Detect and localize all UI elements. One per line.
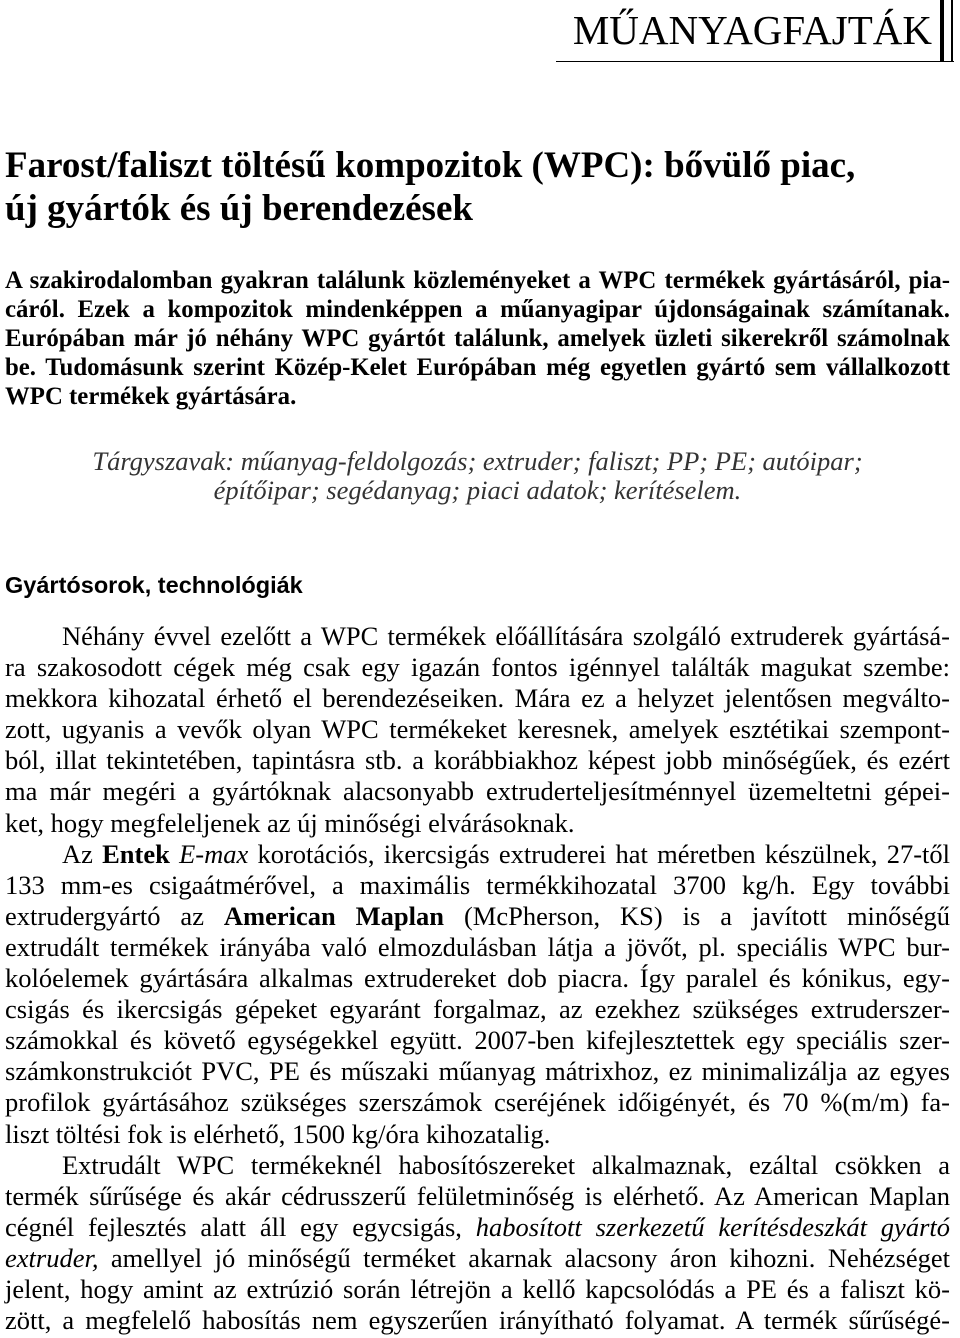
italic-text: extruder, [5,1242,99,1273]
body-text [5,621,950,1336]
body-line: extrudált termékek irányába való elmozdulásban látja a jövőt, pl. speciális WPC bur- [5,931,950,962]
header-bar-thick [940,0,944,62]
paragraph [5,621,950,839]
body-line: liszt töltési fok is elérhető, 1500 kg/óra kihozatalig. [5,1118,551,1149]
abstract-line: Európában már jó néhány WPC gyártót találunk, amelyek üzleti sikerekről számolnak [5,325,950,352]
paragraph [5,1150,950,1337]
abstract-line: be. Tudomásunk szerint Közép-Kelet Európában még egyetlen gyártó sem vállalkozott [5,354,950,381]
bold-text: Entek [102,838,170,869]
article-title [5,144,950,230]
header-rule [556,61,954,62]
text-run: cégnél fejlesztés alatt áll egy egycsigás, [5,1211,476,1242]
body-line [5,1212,950,1243]
body-line: termék sűrűsége és akár cédrusszerű felületminőség is elérhető. Az American Maplan [5,1180,950,1211]
body-line: ma már megéri a gyártóknak alacsonyabb extruderteljesítménnyel üzemeltetni gépei- [5,776,950,807]
body-line: mekkora kihozatal érhető el berendezéseiken. Mára ez a helyzet jelentősen megválto- [5,683,950,714]
bold-text: American Maplan [223,900,445,931]
body-line [5,901,950,932]
keywords-line: építőipar; segédanyag; piaci adatok; kerítéselem. [213,475,742,505]
abstract-line: A szakirodalomban gyakran találunk közleményeket a WPC termékek gyártásáról, pia- [5,267,950,294]
text-run: Az [62,838,103,869]
body-line: számokkal és követő egységekkel együtt. 2007-ben kifejlesztettek egy speciális szer- [5,1025,950,1056]
title-line: új gyártók és új berendezések [5,188,473,229]
keywords-line: Tárgyszavak: műanyag-feldolgozás; extruder; faliszt; PP; PE; autóipar; [92,446,863,476]
header-bar-thin [951,0,953,62]
body-line [5,1243,950,1274]
body-line [5,839,950,870]
text-run: korotációs, ikercsigás extruderei hat méretben készülnek, 27-től [248,838,951,869]
body-line: Néhány évvel ezelőtt a WPC termékek előállítására szolgáló extruderek gyártásá- [62,621,950,651]
body-line: zött, a megfelelő habosítás nem egyszerűen irányítható folyamat. A termék sűrűségé- [5,1305,950,1336]
body-line: 133 mm-es csigaátmérővel, a maximális termékkihozatal 3700 kg/h. Egy további [5,869,950,900]
section-heading: Gyártósorok, technológiák [5,572,303,598]
paragraph [5,839,950,1150]
text-run [170,839,179,869]
italic-text: E-max [179,838,249,869]
header-section-label: MŰANYAGFAJTÁK [572,7,932,53]
keywords [5,447,950,505]
text-run: amellyel jó minőségű terméket akarnak alacsony áron kihozni. Nehézséget [98,1242,950,1273]
abstract-line: cáról. Ezek a kompozitok mindenképpen a műanyagipar újdonságainak számítanak. [5,296,950,323]
body-line: csigás és ikercsigás gépeket egyaránt forgalmaz, az ezekhez szükséges extruderszer- [5,994,950,1025]
body-line: számkonstrukciót PVC, PE és műszaki műanyag mátrixhoz, ez minimalizálja az egyes [5,1056,950,1087]
text-run: (McPherson, KS) is a javított minőségű [444,900,950,931]
body-line: ból, illat tekintetében, tapintásra stb. a korábbiakhoz képest jobb minőségűek, és ezért [5,745,950,776]
title-line: Farost/faliszt töltésű kompozitok (WPC): bővülő piac, [5,145,856,186]
body-line: ra szakosodott cégek még csak egy igazán fontos igénnyel találták magukat szembe: [5,652,950,683]
text-run: extrudergyártó az [5,900,224,931]
abstract [5,266,950,411]
body-line: jelent, hogy amint az extrúzió során létrejön a kellő kapcsolódás a PE és a faliszt kö- [5,1273,950,1304]
body-line: ket, hogy megfeleljenek az új minőségi elvárásoknak. [5,807,575,838]
abstract-line: WPC termékek gyártására. [5,383,297,410]
body-line: zott, ugyanis a vevők olyan WPC termékeket keresnek, amelyek esztétikai szempont- [5,714,950,745]
body-line: profilok gyártásához szükséges szerszámok cseréjének időigényét, és 70 %(m/m) fa- [5,1087,950,1118]
body-line: kolóelemek gyártására alkalmas extrudereket dob piacra. Így paralel és kónikus, egy- [5,963,950,994]
italic-text: habosított szerkezetű kerítésdeszkát gyártó [475,1211,950,1242]
body-line: Extrudált WPC termékeknél habosítószereket alkalmaznak, ezáltal csökken a [62,1149,950,1180]
